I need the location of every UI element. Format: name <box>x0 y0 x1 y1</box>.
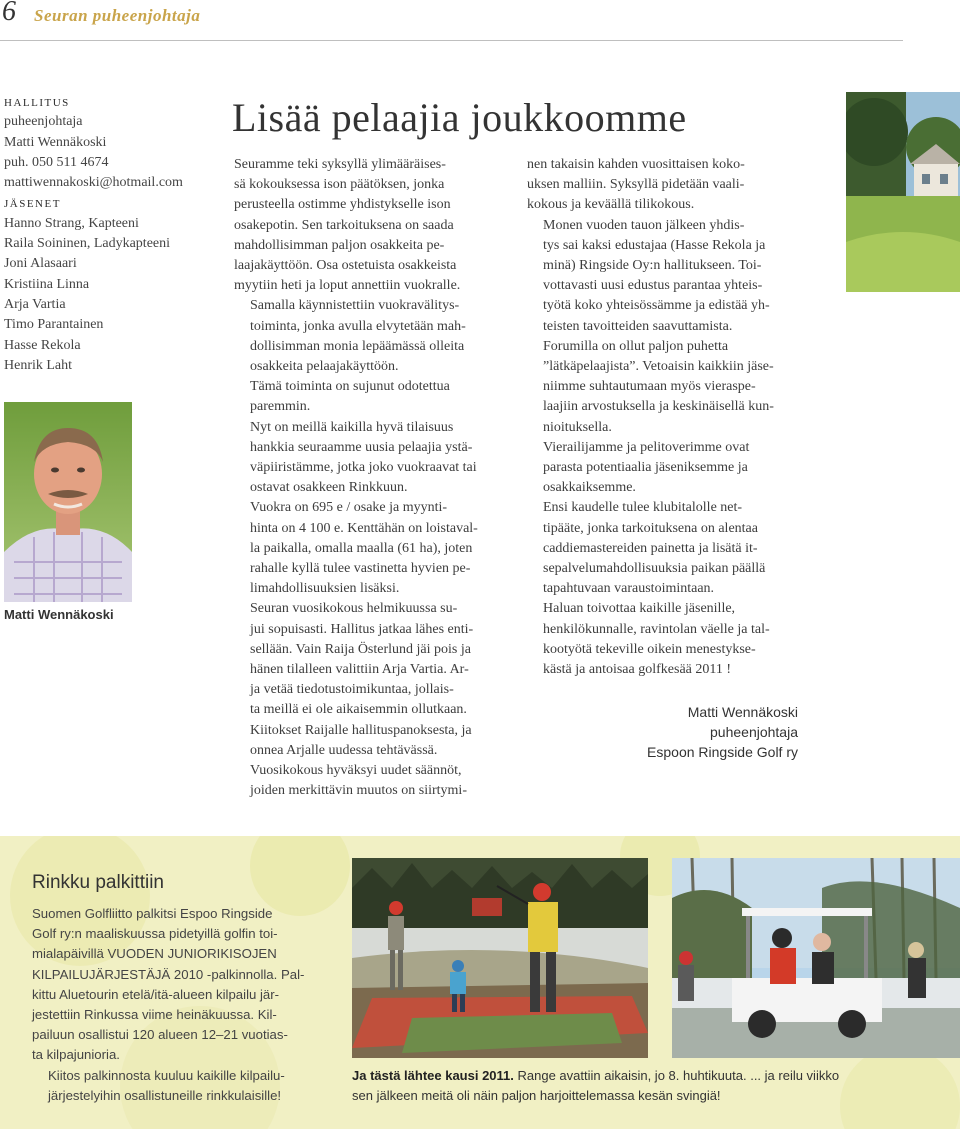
text-line: tipääte, jonka tarkoituksena on alentaa <box>543 520 758 536</box>
text-line: onnea Arjalle uudessa tehtävässä. <box>250 742 438 758</box>
board-heading: hallitus <box>4 94 70 110</box>
text-line: rahalle kyllä tulee vastinetta hyvien pe- <box>250 561 471 577</box>
text-line: parasta potentiaalia jäseniksemme ja <box>543 460 748 476</box>
text-line: joiden merkittävin muutos on siirtymi- <box>250 783 467 799</box>
chair-email: mattiwennakoski@hotmail.com <box>4 175 183 191</box>
text-line: perusteella ostimme yhdistykselle ison <box>234 197 451 213</box>
text-line: uksen malliin. Syksyllä pidetään vaali- <box>527 177 745 193</box>
board-info <box>4 92 219 376</box>
section-title: Seuran puheenjohtaja <box>34 6 201 25</box>
golf-cart-photo <box>672 858 960 1058</box>
text-line: sä kokouksessa ison päätöksen, jonka <box>234 177 445 193</box>
members-list <box>4 214 219 376</box>
article-paragraph <box>527 498 799 599</box>
text-line: järjestelyihin osallistuneille rinkkulaisille! <box>48 1087 282 1103</box>
article-column-1 <box>234 155 524 802</box>
article-paragraph <box>234 155 524 296</box>
text-line: Suomen Golfliitto palkitsi Espoo Ringside <box>32 906 273 921</box>
text-line: Vierailijamme ja pelitoverimme ovat <box>543 439 750 455</box>
text-line: caddiemastereiden painetta ja lisätä it- <box>543 540 758 556</box>
photo-caption <box>352 1066 952 1106</box>
article-paragraph <box>234 418 524 499</box>
text-line: osakkeita pelaajakäyttöön. <box>250 359 399 375</box>
caption-line-2: sen jälkeen meitä oli näin paljon harjoittelemassa kesän svingiä! <box>352 1088 721 1103</box>
board-member: Kristiina Linna <box>4 276 90 292</box>
text-line: henkilökunnalle, ravintolan väelle ja tal- <box>543 621 770 637</box>
board-member: Arja Vartia <box>4 296 66 312</box>
caption-lead: Ja tästä lähtee kausi 2011. <box>352 1068 514 1083</box>
caption-line-1: Range avattiin aikaisin, jo 8. huhtikuuta. ... ja reilu viikko <box>513 1068 840 1083</box>
text-line: la paikalla, omalla maalla (61 ha), joten <box>250 540 473 556</box>
text-line: Kiitokset Raijalle hallituspanoksesta, ja <box>250 722 472 738</box>
article-paragraph <box>234 599 524 761</box>
text-line: kokous ja keväällä tilikokous. <box>527 197 695 213</box>
text-line: ja vetää tiedotustoimikuntaa, jollais- <box>250 682 454 698</box>
text-line: tapahtuvaan varaustoimintaan. <box>543 581 715 597</box>
text-line: väpiiristämme, jotka joko vuokraavat tai <box>250 460 477 476</box>
text-line: ta kilpajunioria. <box>32 1047 120 1063</box>
article-paragraph <box>527 216 799 337</box>
text-line: osakkaiksemme. <box>543 480 636 496</box>
board-member: Raila Soininen, Ladykapteeni <box>4 236 171 252</box>
text-line: jui sopuisasti. Hallitus jatkaa lähes enti- <box>250 621 474 637</box>
article-paragraph <box>234 498 524 599</box>
text-line: Monen vuoden tauon jälkeen yhdis- <box>543 217 745 233</box>
award-text <box>32 904 322 1106</box>
article-paragraph <box>234 761 524 801</box>
text-line: mahdollisimman paljon osakkeita pe- <box>234 237 445 253</box>
text-line: sepalvelumahdollisuuksia paikan päällä <box>543 561 766 577</box>
board-member: Hasse Rekola <box>4 337 81 353</box>
members-heading: jäsenet <box>4 195 61 212</box>
text-line: ostavat osakkeen Rinkkuun. <box>250 480 408 496</box>
text-line: Vuokra on 695 e / osake ja myynti- <box>250 500 448 516</box>
text-line: Vuosikokous hyväksyi uudet säännöt, <box>250 763 462 779</box>
board-member: Joni Alasaari <box>4 256 77 272</box>
article-paragraph <box>234 377 524 417</box>
article-headline: Lisää pelaajia joukkoomme <box>232 95 687 140</box>
text-line: Haluan toivottaa kaikille jäsenille, <box>543 601 736 617</box>
signature-org: Espoon Ringside Golf ry <box>647 744 798 761</box>
article-paragraph <box>527 599 799 680</box>
text-line: kootyötä tekeville oikein menestykse- <box>543 641 756 657</box>
text-line: limahdollisuuksien lisäksi. <box>250 581 400 597</box>
page-number: 6 <box>2 0 16 27</box>
text-line: Golf ry:n maaliskuussa pidetyillä golfin toi- <box>32 926 278 942</box>
text-line: työtä koko yhteisössämme ja edistää yh- <box>543 298 770 314</box>
award-paragraph-2 <box>32 1066 322 1106</box>
text-line: Kiitos palkinnosta kuuluu kaikille kilpailu- <box>48 1067 285 1083</box>
article-column-2 <box>527 155 799 680</box>
text-line: laajiin arvostuksella ja keskinäisellä kun- <box>543 399 774 415</box>
text-line: myytiin heti ja loput annettiin vuokralle. <box>234 278 461 294</box>
article-signature <box>560 702 798 763</box>
range-photo <box>352 858 648 1058</box>
text-line: mialapäivillä VUODEN JUNIORIKISOJEN <box>32 946 277 962</box>
article-paragraph <box>527 155 799 216</box>
award-title: Rinkku palkittiin <box>32 872 164 893</box>
board-member: Timo Parantainen <box>4 317 104 333</box>
text-line: Seuramme teki syksyllä ylimääräises- <box>234 157 446 172</box>
text-line: ”lätkäpelaajista”. Vetoaisin kaikkiin jäse- <box>543 359 774 375</box>
text-line: teisten tavoitteiden saavuttamista. <box>543 318 733 334</box>
article-paragraph <box>527 337 799 438</box>
text-line: hänen tilalleen valittiin Arja Vartia. Ar- <box>250 662 469 678</box>
text-line: Samalla käynnistettiin vuokravälitys- <box>250 298 460 314</box>
signature-name: Matti Wennäkoski <box>687 704 798 720</box>
text-line: toiminta, jonka avulla elvytetään mah- <box>250 318 466 334</box>
clubhouse-photo <box>846 92 960 292</box>
text-line: niimme suhtautumaan myös vieraspe- <box>543 379 756 395</box>
board-member: Henrik Laht <box>4 357 73 373</box>
text-line: Nyt on meillä kaikilla hyvä tilaisuus <box>250 419 454 435</box>
text-line: jestettiin Rinkussa viime heinäkuussa. Kil- <box>32 1007 277 1023</box>
text-line: Ensi kaudelle tulee klubitalolle net- <box>543 500 743 516</box>
text-line: pailuun osallistui 120 alueen 12–21 vuotias- <box>32 1027 288 1043</box>
article-paragraph <box>234 296 524 377</box>
article-paragraph <box>527 438 799 499</box>
text-line: paremmin. <box>250 399 311 415</box>
text-line: ta meillä ei ole aikaisemmin ollutkaan. <box>250 702 467 718</box>
text-line: tys sai kaksi edustajaa (Hasse Rekola ja <box>543 237 766 253</box>
award-paragraph-1 <box>32 904 322 1066</box>
signature-role: puheenjohtaja <box>710 724 798 741</box>
text-line: Forumilla on ollut paljon puhetta <box>543 338 729 354</box>
text-line: vottavasti uusi edustus parantaa yhteis- <box>543 278 763 294</box>
chair-name: Matti Wennäkoski <box>4 134 107 150</box>
text-line: kästä ja antoisaa golfkesää 2011 ! <box>543 662 732 678</box>
text-line: Seuran vuosikokous helmikuussa su- <box>250 601 458 617</box>
chair-role: puheenjohtaja <box>4 114 83 130</box>
chair-phone: puh. 050 511 4674 <box>4 154 109 170</box>
text-line: laajakäyttöön. Osa ostetuista osakkeista <box>234 258 457 274</box>
text-line: dollisimman monia lepäämässä olleita <box>250 338 465 354</box>
text-line: minä) Ringside Oy:n hallitukseen. Toi- <box>543 258 762 274</box>
text-line: Tämä toiminta on sujunut odotettua <box>250 379 450 395</box>
text-line: sellään. Vain Raija Österlund jäi pois ja <box>250 641 471 657</box>
board-member: Hanno Strang, Kapteeni <box>4 215 139 231</box>
text-line: hankkia seuraamme uusia pelaajia ystä- <box>250 439 473 455</box>
text-line: nen takaisin kahden vuosittaisen koko- <box>527 157 745 172</box>
portrait-caption: Matti Wennäkoski <box>4 607 114 622</box>
header-divider <box>0 40 903 41</box>
text-line: KILPAILUJÄRJESTÄJÄ 2010 -palkinnolla. Pal- <box>32 966 305 982</box>
text-line: hinta on 4 100 e. Kenttähän on loistaval- <box>250 520 478 536</box>
text-line: nioituksella. <box>543 419 612 435</box>
portrait-photo <box>4 402 132 602</box>
text-line: kittu Aluetourin etelä/itä-alueen kilpailu jär- <box>32 986 280 1002</box>
text-line: osakepotin. Sen tarkoituksena on saada <box>234 217 454 233</box>
